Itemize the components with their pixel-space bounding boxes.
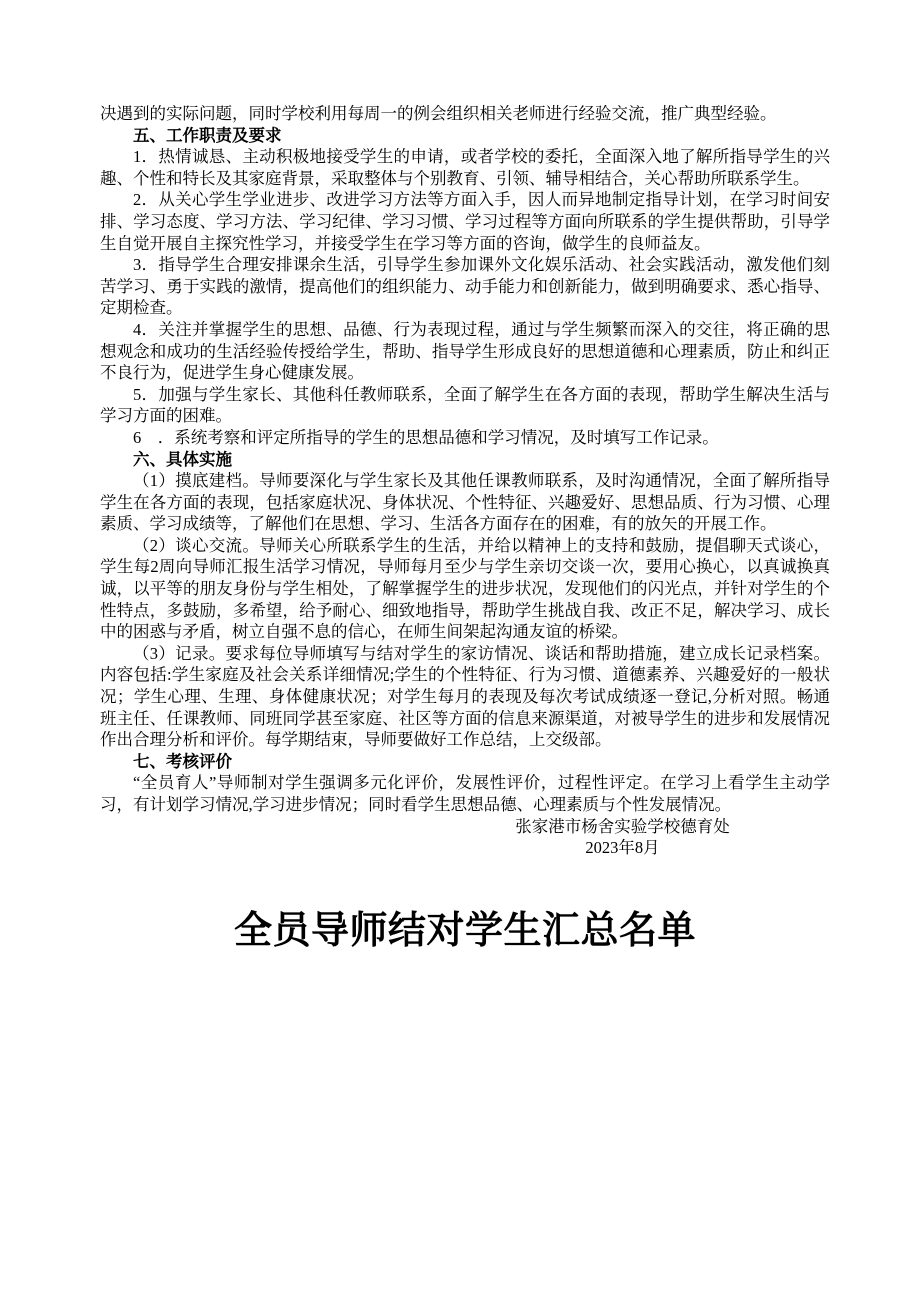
section-heading-implementation: 六、具体实施: [133, 449, 232, 469]
implementation-item-3: （3）记录。要求每位导师填写与结对学生的家访情况、谈话和帮助措施，建立成长记录档案。内容包括:学生家庭及社会关系详细情况;学生的个性特征、行为习惯、道德素养、兴趣爱好的一般状况；学生心理、生理、身体健康状况；对学生每月的表现及每次考试成绩逐一登记,分析对照。畅通班主任、任课教师、同班同学甚至家庭、社区等方面的信息来源渠道，对被导学生的进步和发展情况作出合理分析和评价。每学期结束，导师要做好工作总结，上交级部。: [100, 643, 830, 750]
signature-date: 2023年8月: [585, 838, 660, 858]
continuation-paragraph: 决遇到的实际问题，同时学校利用每周一的例会组织相关老师进行经验交流，推广典型经验。: [100, 104, 777, 123]
signature-department: 张家港市杨舍实验学校德育处: [515, 816, 730, 836]
summary-list-title: 全员导师结对学生汇总名单: [233, 909, 696, 952]
duties-item-5: 5．加强与学生家长、其他科任教师联系，全面了解学生在各方面的表现，帮助学生解决生活与学习方面的困难。: [100, 384, 830, 426]
signature-block: [415, 816, 830, 859]
implementation-item-2: （2）谈心交流。导师关心所联系学生的生活，并给以精神上的支持和鼓励，提倡聊天式谈心，学生每2周向导师汇报生活学习情况，导师每月至少与学生亲切交谈一次，要用心换心，以真诚换真诚，以平等的朋友身份与学生相处，了解掌握学生的进步状况，发现他们的闪光点，并针对学生的个性特点，多鼓励，多希望，给予耐心、细致地指导，帮助学生挑战自我、改正不足，解决学习、成长中的困惑与矛盾，树立自强不息的信心，在师生间架起沟通友谊的桥梁。: [100, 535, 830, 642]
duties-item-6: 6 ．系统考察和评定所指导的学生的思想品德和学习情况，及时填写工作记录。: [133, 427, 719, 447]
duties-item-1: 1．热情诚恳、主动积极地接受学生的申请，或者学校的委托，全面深入地了解所指导学生的兴趣、个性和特长及其家庭背景，采取整体与个别教育、引领、辅导相结合，关心帮助所联系学生。: [100, 147, 830, 188]
duties-item-3: 3．指导学生合理安排课余生活，引导学生参加课外文化娱乐活动、社会实践活动，激发他们刻苦学习、勇于实践的激情，提高他们的组织能力、动手能力和创新能力，做到明确要求、悉心指导、定期检查。: [100, 255, 830, 318]
section-heading-duties: 五、工作职责及要求: [133, 125, 282, 145]
duties-item-2: 2．从关心学生学业进步、改进学习方法等方面入手，因人而异地制定指导计划，在学习时间安排、学习态度、学习方法、学习纪律、学习习惯、学习过程等方面向所联系的学生提供帮助，引导学生自觉开展自主探究性学习，并接受学生在学习等方面的咨询，做学生的良师益友。: [100, 190, 830, 253]
duties-item-4: 4．关注并掌握学生的思想、品德、行为表现过程，通过与学生频繁而深入的交往，将正确的思想观念和成功的生活经验传授给学生，帮助、指导学生形成良好的思想道德和心理素质，防止和纠正不良行为，促进学生身心健康发展。: [100, 319, 830, 383]
implementation-item-1: （1）摸底建档。导师要深化与学生家长及其他任课教师联系，及时沟通情况，全面了解所指导学生在各方面的表现，包括家庭状况、身体状况、个性特征、兴趣爱好、思想品质、行为习惯、心理素质、学习成绩等，了解他们在思想、学习、生活各方面存在的困难，有的放矢的开展工作。: [100, 471, 830, 534]
evaluation-paragraph: “全员育人”导师制对学生强调多元化评价，发展性评价，过程性评定。在学习上看学生主动学习，有计划学习情况,学习进步情况；同时看学生思想品德、心理素质与个性发展情况。: [100, 773, 830, 814]
section-heading-evaluation: 七、考核评价: [133, 751, 232, 771]
